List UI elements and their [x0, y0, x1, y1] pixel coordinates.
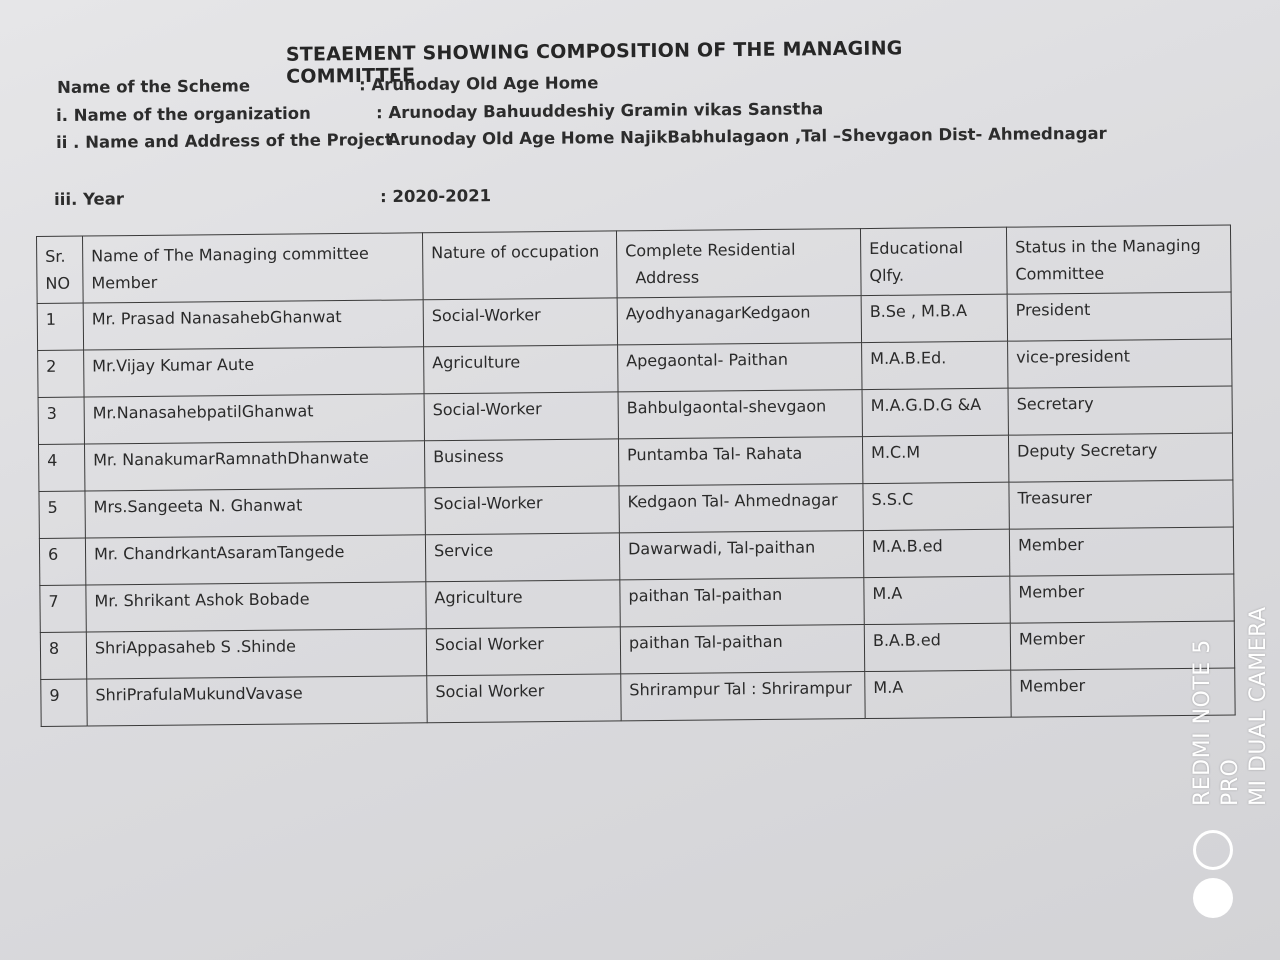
occupation-cell: Agriculture [426, 580, 620, 629]
info-value: : Arunoday Bahuuddeshiy Gramin vikas Sanstha [375, 99, 824, 123]
member-name-cell: ShriPrafulaMukundVavase [87, 676, 427, 726]
status-cell: President [1007, 292, 1231, 341]
header-member-name [83, 233, 424, 303]
address-cell: AyodhyanagarKedgaon [617, 296, 861, 345]
sr-cell: 3 [38, 397, 84, 444]
header-line: Status in the Managing [1015, 235, 1201, 257]
member-name-cell: Mr.NanasahebpatilGhanwat [84, 394, 424, 444]
occupation-cell: Social-Worker [425, 486, 619, 535]
header-line: Complete Residential [625, 239, 796, 261]
lens-ring-icon [1193, 830, 1233, 870]
header-line: Qlfy. [869, 265, 905, 286]
occupation-cell: Social Worker [427, 674, 621, 723]
info-label: ii . Name and Address of the Project [56, 130, 393, 152]
info-label: Name of the Scheme [57, 76, 251, 97]
sr-cell: 8 [40, 632, 86, 679]
info-value: : 2020-2021 [379, 186, 492, 207]
watermark-line: REDMI NOTE 5 PRO [1190, 639, 1243, 806]
qualification-cell: M.A.B.Ed. [862, 341, 1008, 389]
lens-dot-icon [1193, 878, 1233, 918]
member-name-cell: Mr. NanakumarRamnathDhanwate [84, 441, 424, 491]
member-name-cell: Mr. Shrikant Ashok Bobade [86, 582, 426, 632]
header-occupation [422, 231, 617, 300]
sr-cell: 6 [39, 538, 85, 585]
occupation-cell: Social Worker [426, 627, 620, 676]
status-cell: vice-president [1008, 339, 1232, 388]
occupation-cell: Business [424, 439, 618, 488]
sr-cell: 5 [39, 491, 85, 538]
address-cell: Dawarwadi, Tal-paithan [619, 531, 863, 580]
sr-cell: 1 [37, 303, 83, 350]
header-status [1006, 225, 1231, 294]
status-cell: Member [1011, 668, 1235, 717]
status-cell: Member [1010, 574, 1234, 623]
status-cell: Member [1009, 527, 1233, 576]
member-name-cell: ShriAppasaheb S .Shinde [86, 629, 426, 679]
header-line: Sr. [45, 246, 66, 266]
qualification-cell: M.A [865, 670, 1011, 718]
header-line: NO [45, 273, 71, 293]
info-value: : Arunoday Old Age Home NajikBabhulagaon ,Tal –Shevgaon Dist- Ahmednagar [374, 123, 1107, 150]
address-cell: Puntamba Tal- Rahata [618, 437, 862, 486]
header-qualification [860, 227, 1007, 295]
member-name-cell: Mr. Prasad NanasahebGhanwat [83, 300, 423, 350]
member-name-cell: Mrs.Sangeeta N. Ghanwat [85, 488, 425, 538]
header-line: Member [91, 272, 158, 293]
header-line: Nature of occupation [431, 241, 600, 263]
header-address [616, 229, 861, 298]
camera-lens-icon [1193, 830, 1233, 920]
info-label: i. Name of the organization [56, 103, 311, 125]
qualification-cell: M.A [864, 576, 1010, 624]
occupation-cell: Agriculture [424, 345, 618, 394]
occupation-cell: Social-Worker [423, 298, 617, 347]
address-cell: Kedgaon Tal- Ahmednagar [619, 484, 863, 533]
committee-table-body [37, 292, 1235, 726]
occupation-cell: Service [425, 533, 619, 582]
qualification-cell: B.A.B.ed [864, 623, 1010, 671]
address-cell: Apegaontal- Paithan [618, 343, 862, 392]
sr-cell: 9 [41, 679, 87, 726]
info-label: iii. Year [54, 189, 125, 209]
qualification-cell: M.A.B.ed [863, 529, 1009, 577]
qualification-cell: M.C.M [862, 435, 1008, 483]
header-line: Address [635, 267, 700, 288]
status-cell: Treasurer [1009, 480, 1233, 529]
table-row [41, 668, 1235, 726]
info-value: : Arunoday Old Age Home [358, 73, 599, 95]
sr-cell: 2 [38, 350, 84, 397]
qualification-cell: M.A.G.D.G &A [862, 388, 1008, 436]
table-header-row [37, 225, 1232, 303]
status-cell: Deputy Secretary [1008, 433, 1232, 482]
address-cell: Shrirampur Tal : Shrirampur [621, 672, 865, 721]
header-line: Educational [869, 238, 964, 259]
member-name-cell: Mr. ChandrkantAsaramTangede [85, 535, 425, 585]
qualification-cell: S.S.C [863, 482, 1009, 530]
address-cell: paithan Tal-paithan [620, 625, 864, 674]
header-line: Committee [1015, 263, 1105, 284]
camera-watermark [1189, 590, 1271, 920]
address-cell: Bahbulgaontal-shevgaon [618, 390, 862, 439]
qualification-cell: B.Se , M.B.A [861, 294, 1007, 342]
committee-table [36, 225, 1236, 727]
header-sr-no [37, 236, 84, 303]
watermark-line: MI DUAL CAMERA [1246, 606, 1271, 806]
occupation-cell: Social-Worker [424, 392, 618, 441]
member-name-cell: Mr.Vijay Kumar Aute [84, 347, 424, 397]
status-cell: Member [1010, 621, 1234, 670]
sr-cell: 4 [39, 444, 85, 491]
document-title: STEAEMENT SHOWING COMPOSITION OF THE MANAGING COMMITTEE [285, 37, 903, 88]
address-cell: paithan Tal-paithan [620, 578, 864, 627]
watermark-text [1189, 590, 1271, 806]
header-line: Name of The Managing committee [91, 243, 369, 266]
status-cell: Secretary [1008, 386, 1232, 435]
sr-cell: 7 [40, 585, 86, 632]
